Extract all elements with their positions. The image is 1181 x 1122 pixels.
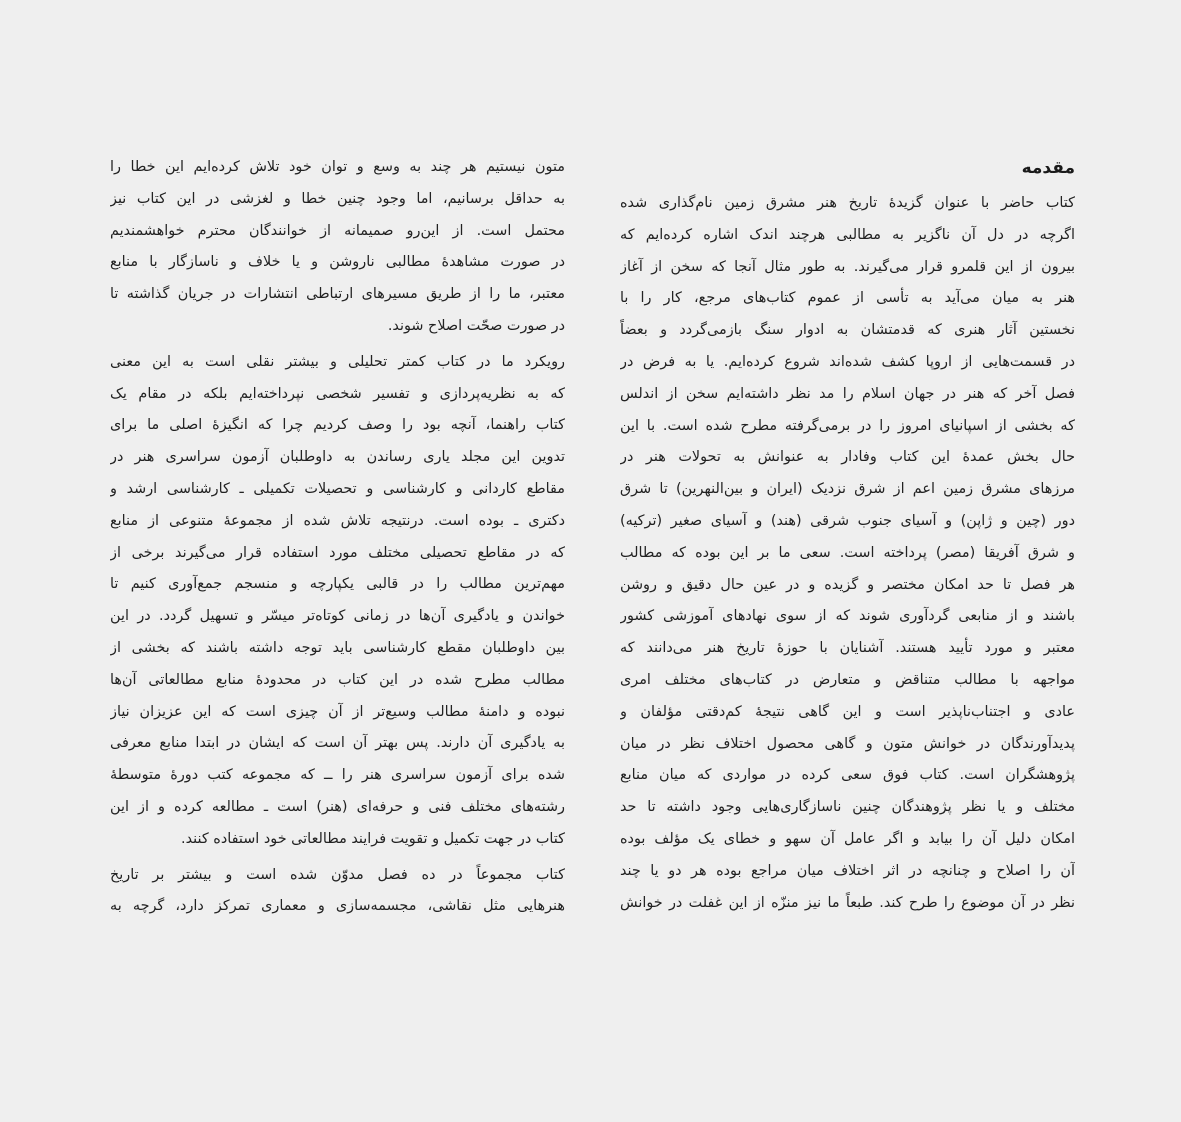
text-line: تدوین این مجلد یاری رساندن به داوطلبان آزمون سراسری هنر در [110, 449, 565, 466]
text-line: هر فصل تا حد امکان مختصر و گزیده و در عین حال دقیق و روشن [620, 576, 1075, 593]
text-line: مطالب مطرح شده در این کتاب در محدودهٔ منابع مطالعاتی آن‌ها [110, 671, 565, 688]
text-line: شده برای آزمون سراسری هنر را ــ که مجموعه کتب دورهٔ متوسطهٔ [110, 767, 565, 784]
text-line: هنر به میان می‌آید به تأسی از عموم کتاب‌های مرجع، کار را با [620, 290, 1075, 307]
text-line: کتاب در جهت تکمیل و تقویت فرایند مطالعاتی خود استفاده کنند. [181, 830, 565, 847]
text-line: کتاب مجموعاً در ده فصل مدوّن شده است و بیشتر بر تاریخ [110, 866, 565, 883]
text-line: دور (چین و ژاپن) و آسیای جنوب شرقی (هند) و آسیای صغیر (ترکیه) [620, 512, 1075, 529]
text-line: بین داوطلبان مقطع کارشناسی باید توجه داشته باشند که بخشی از [110, 639, 565, 656]
left-column [110, 152, 565, 923]
text-line: نبوده و دامنهٔ مطالب وسیع‌تر از آن چیزی است که این عزیزان نیاز [110, 703, 565, 720]
text-line: پژوهشگران است. کتاب فوق سعی کرده در مواردی که میان منابع [620, 767, 1075, 784]
right-column [620, 148, 1075, 919]
text-line: مرزهای مشرق زمین اعم از شرق نزدیک (ایران و بین‌النهرین) تا شرق [620, 481, 1075, 498]
text-line: کتاب حاضر با عنوان گزیدهٔ تاریخ هنر مشرق زمین نام‌گذاری شده [620, 195, 1075, 211]
text-line: مقاطع کاردانی و کارشناسی و تحصیلات تکمیلی ـ کارشناسی ارشد و [110, 480, 565, 497]
text-line: رویکرد ما در کتاب کمتر تحلیلی و بیشتر نقلی است به این معنی [110, 353, 565, 370]
text-line: که به نظریه‌پردازی و تفسیر شخصی نپرداخته‌ایم بلکه در مقام یک [110, 385, 565, 402]
text-line: که بخشی از اسپانیای امروز را در برمی‌گرفته مطرح شده است. با این [620, 417, 1075, 434]
text-line: باشند و از منابعی گردآوری شوند که از سوی نهادهای آموزشی کشور [620, 608, 1075, 625]
text-line: و شرق آفریقا (مصر) پرداخته است. سعی ما بر این بوده که مطالب [620, 544, 1075, 561]
text-line: دکتری ـ بوده است. درنتیجه تلاش شده از مجموعهٔ متنوعی از منابع [110, 512, 565, 529]
text-line: مختلف و یا نظر پژوهندگان چنین ناسازگاری‌هایی وجود داشته تا حد [620, 799, 1075, 816]
text-line: هنرهایی مثل نقاشی، مجسمه‌سازی و معماری تمرکز دارد، گرچه به [110, 898, 565, 915]
text-line: خواندن و یادگیری آن‌ها در زمانی کوتاه‌تر میسّر و تسهیل گردد. در این [110, 608, 565, 625]
text-line: معتبر، ما را از طریق مسیرهای ارتباطی انتشارات در جریان گذاشته تا [110, 286, 565, 303]
text-line: مواجهه با مطالب متناقض و متعارض در کتاب‌های مختلف امری [620, 671, 1075, 688]
text-line: کتاب راهنما، آنچه بود را وصف کردیم چرا که انگیزهٔ اصلی ما برای [110, 417, 565, 434]
text-line: در صورت مشاهدهٔ مطالبی ناروشن و یا خلاف و ناسازگار با منابع [110, 254, 565, 271]
text-line: فصل آخر که هنر در جهان اسلام را مد نظر داشته‌ایم سخن از اندلس [620, 385, 1075, 402]
text-line: به حداقل برسانیم، اما وجود چنین خطا و لغزشی در این کتاب نیز [110, 190, 565, 207]
text-line: در قسمت‌هایی از اروپا کشف شده‌اند شروع کرده‌ایم. یا به فرض در [620, 353, 1075, 370]
text-line: امکان دلیل آن را بیابد و اگر عامل آن سهو و خطای یک مؤلف بوده [620, 830, 1075, 847]
text-line: در صورت صحّت اصلاح شوند. [387, 317, 565, 334]
text-line: که در مقاطع تحصیلی مختلف مورد استفاده قرار می‌گیرند برخی از [110, 544, 565, 561]
text-line: پدیدآورندگان در خوانش متون و گاهی محصول اختلاف نظر در میان [620, 735, 1075, 752]
text-line: معتبر و مورد تأیید هستند. آشنایان با حوزهٔ تاریخ هنر می‌دانند که [620, 640, 1075, 657]
text-line: به یادگیری آن دارند. پس بهتر آن است که ایشان در ابتدا منابع معرفی [110, 735, 565, 752]
text-line: نظر در آن موضوع را طرح کند. طبعاً ما نیز منزّه از این غفلت در خوانش [620, 894, 1075, 911]
text-line: عادی و اجتناب‌ناپذیر است و این گاهی نتیجهٔ کم‌دقتی مؤلفان و [620, 703, 1075, 720]
text-line: حال بخش عمدهٔ این کتاب وفادار به عنوانش به تحولات هنر در [620, 449, 1075, 466]
text-line: رشته‌های مختلف فنی و حرفه‌ای (هنر) است ـ مطالعه کرده و از این [110, 798, 565, 815]
text-line: بیرون از این قلمرو قرار می‌گیرند. به طور مثال آنجا که سخن از آغاز [620, 258, 1075, 275]
text-line: متون نیستیم هر چند به وسع و توان خود تلاش کرده‌ایم این خطا را [110, 159, 565, 175]
text-line: آن را اصلاح و چنانچه در اثر اختلاف میان مراجع بوده هر دو یا چند [620, 862, 1075, 879]
text-line: اگرچه در دل آن ناگزیر به مطالبی هرچند اندک اشاره کرده‌ایم که [620, 226, 1075, 243]
section-heading: مقدمه [1021, 158, 1075, 178]
text-line: نخستین آثار هنری که قدمتشان به ادوار سنگ بازمی‌گردد و بعضاً [620, 322, 1075, 339]
text-line: مهم‌ترین مطالب را در قالبی یکپارچه و منسجم جمع‌آوری کنیم تا [110, 576, 565, 593]
text-line: محتمل است. از این‌رو صمیمانه از خوانندگان محترم خواهشمندیم [110, 222, 565, 239]
